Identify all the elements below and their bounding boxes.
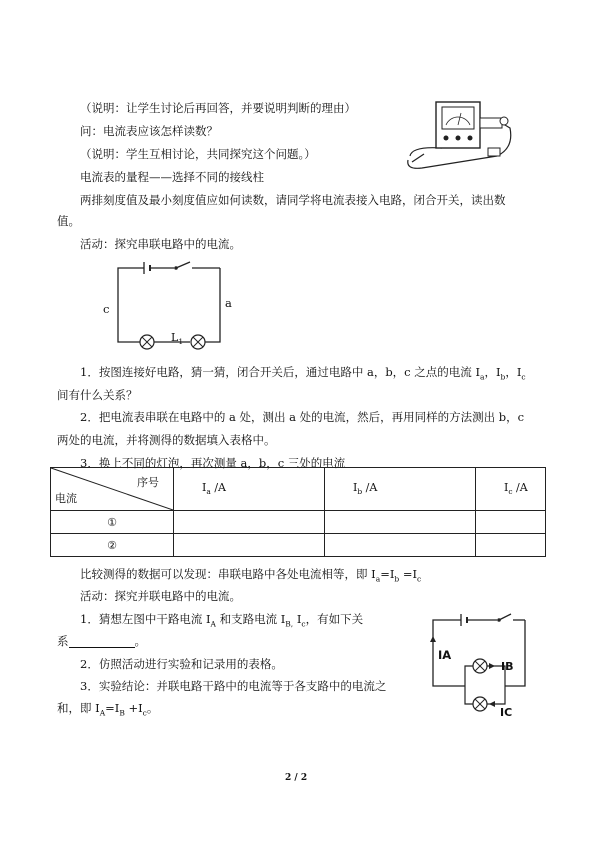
header-ic: $I_c$ /A (476, 468, 546, 511)
page-number: 2 / 2 (285, 773, 308, 783)
reading-instruction-cont: 值。 (57, 214, 80, 228)
parallel-label-ia: IA (438, 648, 452, 662)
guess-blank[interactable] (69, 635, 135, 648)
table-row (51, 534, 546, 557)
series-circuit-diagram (100, 262, 240, 357)
ammeter-range-line: 电流表的量程——选择不同的接线柱 (80, 170, 264, 184)
parallel-step-1: 1．猜想左图中干路电流 $I_A$ 和支路电流 $I_{B,}$ $I_c$，有如下关 (80, 612, 364, 629)
table-corner-cell: 序号 电流 (51, 468, 174, 511)
series-current-table (50, 467, 546, 557)
row-label: ② (51, 534, 174, 557)
series-label-l1: $L_1$ (171, 331, 184, 347)
step-2-cont: 两处的电流，并将测得的数据填入表格中。 (57, 433, 276, 447)
step-1-cont: 间有什么关系？ (57, 388, 138, 402)
parallel-circuit-diagram (425, 610, 545, 720)
step-2: 2．把电流表串联在电路中的 a 处，测出 a 处的电流，然后，再用同样的方法测出 b，c (80, 410, 525, 424)
parallel-step-3: 3．实验结论：并联电路干路中的电流等于各支路中的电流之 (80, 679, 387, 693)
activity-parallel-title: 活动：探究并联电路中的电流。 (80, 589, 241, 603)
ammeter-circuit-illustration (402, 98, 522, 178)
series-label-a: a (225, 296, 232, 310)
row-label: ① (51, 511, 174, 534)
series-label-c: c (103, 302, 110, 316)
parallel-step-1-cont: 系 。 (57, 634, 146, 648)
table-row (51, 511, 546, 534)
header-ib: $I_b$ /A (325, 468, 476, 511)
parallel-step-3-cont: 和，即 $I_A=I_B +I_c$。 (57, 701, 159, 718)
activity-series-title: 活动：探究串联电路中的电流。 (80, 237, 241, 251)
reading-instruction: 两排刻度值及最小刻度值应如何读数，请同学将电流表接入电路，闭合开关，读出数 (80, 193, 506, 207)
note-explore: （说明：学生互相讨论，共同探究这个问题。） (80, 147, 316, 161)
step-1: 1．按图连接好电路，猜一猜，闭合开关后，通过电路中 a，b，c 之点的电流 $I_a$，$I_b$，$I_c$ (80, 365, 526, 382)
question-ammeter-reading: 问：电流表应该怎样读数？ (80, 124, 218, 138)
step-3: 3．换上不同的灯泡，再次测量 a，b，c 三处的电流 (80, 456, 346, 470)
note-discussion: （说明：让学生讨论后再回答，并要说明判断的理由） (80, 101, 356, 115)
parallel-label-ib: IB (501, 660, 514, 673)
parallel-label-ic: IC (500, 706, 513, 719)
header-ia: $I_a$ /A (174, 468, 325, 511)
series-conclusion: 比较测得的数据可以发现：串联电路中各处电流相等，即 $I_a=I_b =I_c$ (80, 567, 422, 584)
parallel-step-2: 2．仿照活动进行实验和记录用的表格。 (80, 657, 283, 671)
